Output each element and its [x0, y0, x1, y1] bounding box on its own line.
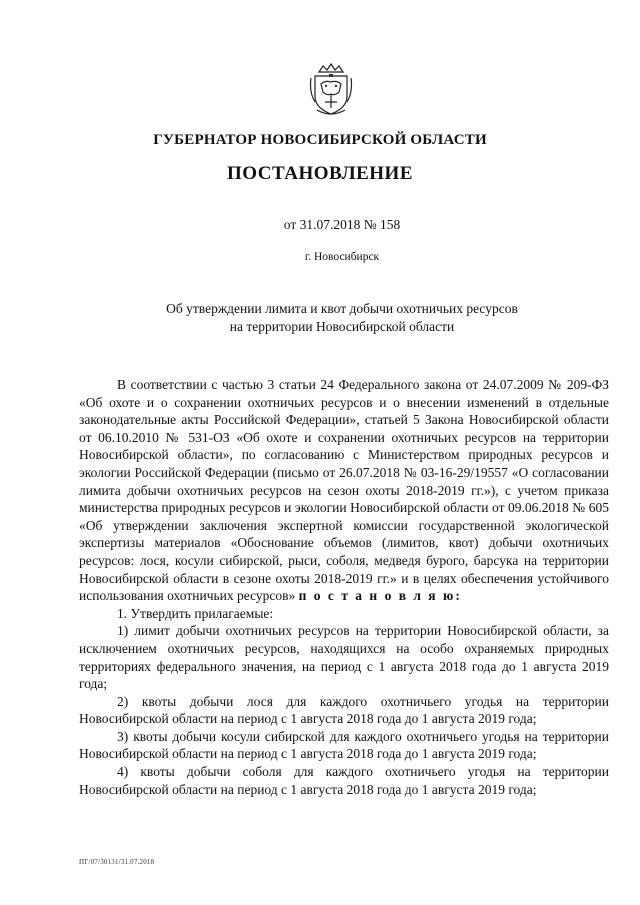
item-1-sub-3: 3) квоты добычи косули сибирской для каждого охотничьего угодья на территории Новосибирской области на период с 1 августа 2018 года до 1 августа 2019 года;: [79, 728, 609, 762]
coat-of-arms-emblem: [307, 62, 355, 118]
subject-line-2: на территории Новосибирской области: [229, 319, 455, 334]
preamble-text: В соответствии с частью 3 статьи 24 Федерального закона от 24.07.2009 № 209-ФЗ «Об охоте и о сохранении охотничьих ресурсов и о внесении изменений в отдельные законодательные акты Российской Федерации», статьей 5 Закона Новосибирской области от 06.10.2010 № 531-ОЗ «Об охоте и сохранении охотничьих ресурсов на территории Новосибирской области», по согласованию с Министерством природных ресурсов и экологии Российской Федерации (письмо от 26.07.2018 № 03-16-29/19557 «О согласовании лимита добычи охотничьих ресурсов на сезон охоты 2018-2019 гг.»), с учетом приказа министерства природных ресурсов и экологии Новосибирской области от 09.06.2018 № 605 «Об утверждении заключения экспертной комиссии государственной экологической экспертизы материалов «Обоснование объемов (лимитов, квот) добычи охотничьих ресурсов: лося, косули сибирской, рыси, соболя, медведя бурого, барсука на территории Новосибирской области в сезоне охоты 2018-2019 гг.» и в целях обеспечения устойчивого использования охотничьих ресурсов»: [79, 377, 609, 604]
authority-heading: ГУБЕРНАТОР НОВОСИБИРСКОЙ ОБЛАСТИ: [153, 132, 487, 148]
item-1-sub-4: 4) квоты добычи соболя для каждого охотничьего угодья на территории Новосибирской области на период с 1 августа 2018 года до 1 августа 2019 года;: [79, 764, 609, 797]
document-subject: [0, 300, 640, 336]
item-1-sub-1: 1) лимит добычи охотничьих ресурсов на территории Новосибирской области, за исключением охотничьих ресурсов, находящихся на особо охраняемых природных территориях федерального значения, на период с 1 августа 2018 года до 1 августа 2019 года;: [79, 623, 609, 692]
footer-document-code: ПГ/07/30131/31.07.2018: [79, 858, 155, 866]
decree-colon: :: [455, 588, 462, 604]
document-body: [79, 376, 609, 798]
document-city: г. Новосибирск: [304, 251, 380, 263]
decree-word: п о с т а н о в л я ю: [298, 588, 456, 604]
document-date-number: от 31.07.2018 № 158: [283, 217, 401, 232]
item-1-sub-2: 2) квоты добычи лося для каждого охотничьего угодья на территории Новосибирской области на период с 1 августа 2018 года до 1 августа 2019 года;: [79, 693, 609, 727]
preamble-paragraph: [79, 376, 609, 605]
subject-line-1: Об утверждении лимита и квот добычи охотничьих ресурсов: [166, 301, 518, 316]
document-title: ПОСТАНОВЛЕНИЕ: [226, 163, 414, 184]
item-1: 1. Утвердить прилагаемые:: [117, 605, 274, 621]
